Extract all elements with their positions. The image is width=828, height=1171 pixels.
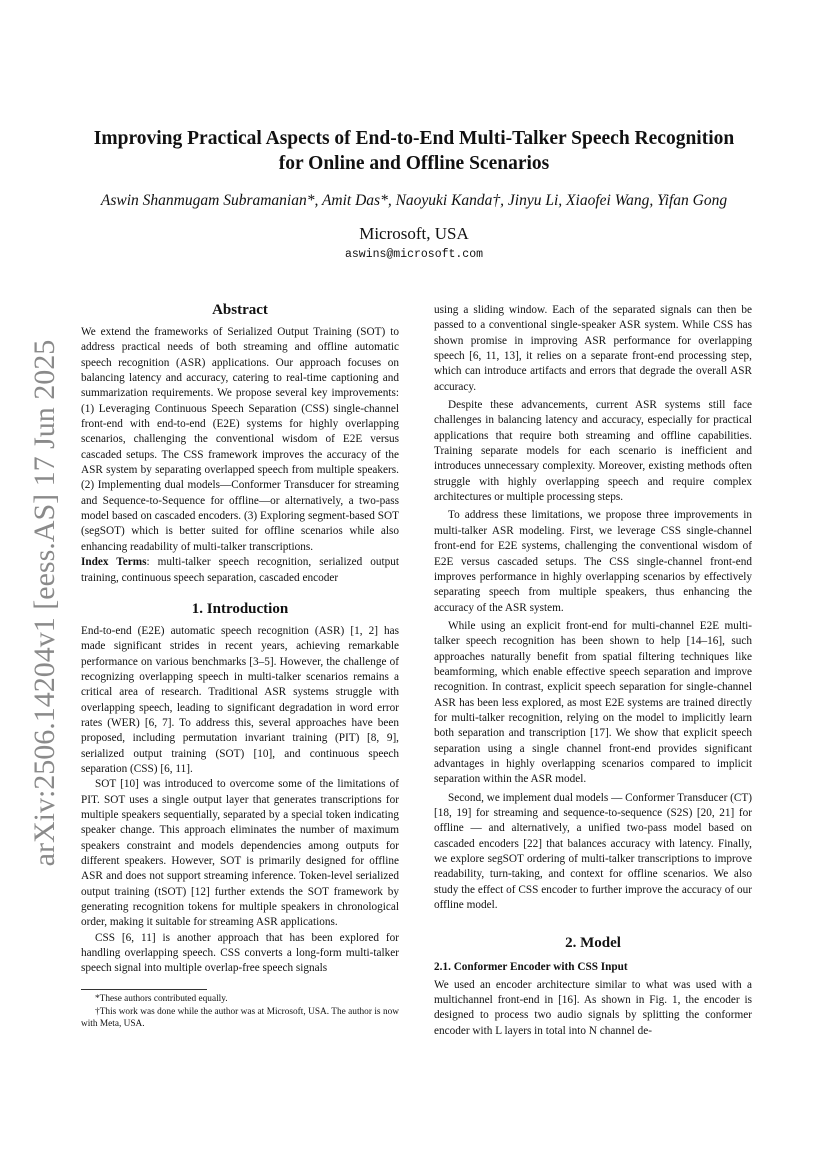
paper-title-line-2: for Online and Offline Scenarios <box>278 153 550 174</box>
footnote-2: †This work was done while the author was at Microsoft, USA. The author is now with Meta, USA. <box>81 1006 399 1030</box>
right-paragraph-1: using a sliding window. Each of the separated signals can then be passed to a conventional single-speaker ASR system. While CSS has shown promise in improving ASR performance for overlapping speech [6, 11, 13], it relies on a separate front-end processing step, which can introduce artifacts and errors that degrade the overall ASR accuracy. <box>434 304 752 393</box>
intro-paragraph-2: SOT [10] was introduced to overcome some of the limitations of PIT. SOT uses a single output layer that generates transcriptions for multiple speakers sequentially, separated by a special token indicating speaker change. This approach eliminates the number of maximum speakers constraint and models dependencies among outputs for different speakers. However, SOT is primarily designed for offline ASR and does not support streaming inference. Token-level serialized output training (tSOT) [12] further extends the SOT framework by generating recognition tokens for multiple speakers in chronological order, making it suitable for streaming ASR applications. <box>81 778 399 929</box>
right-paragraph-3: To address these limitations, we propose three improvements in multi-talker ASR modeling. First, we leverage CSS single-channel front-end for E2E systems, challenging the conventional wisdom of E2E versus cascaded setups. The CSS single-channel front-end improves performance in highly overlapping scenarios by effectively separating speech from multiple speakers, thus enhancing the accuracy of the ASR system. <box>434 509 752 614</box>
model-paragraph: We used an encoder architecture similar to what was used with a multichannel front-end in [16]. As shown in Fig. 1, the encoder is designed to process two audio signals by splitting the conformer encoder with L layers in total into N channel de- <box>434 978 752 1037</box>
affiliation: Microsoft, USA <box>359 224 469 243</box>
arxiv-identifier-stamp <box>22 333 68 873</box>
index-terms-label: Index Terms <box>81 556 147 569</box>
index-terms <box>81 555 399 586</box>
right-paragraph-5: Second, we implement dual models — Conformer Transducer (CT) [18, 19] for streaming and sequence-to-sequence (S2S) [20, 21] for offline — and alternatively, a unified two-pass model based on cascaded encoders [22] that balances accuracy with latency. Finally, we explore segSOT ordering of multi-talker transcriptions to improve readability, turn-taking, and context for offline scenarios. We also study the effect of CSS encoder to further improve the accuracy of our offline model. <box>434 791 753 912</box>
intro-paragraph-1: End-to-end (E2E) automatic speech recognition (ASR) [1, 2] has made significant strides in recent years, achieving remarkable performance on various benchmarks [3–5]. However, the challenge of recognizing overlapping speech in multi-talker scenarios remains a critical area of research. Traditional ASR systems struggle with overlapping speech, leading to significant degradation in word error rates (WER) [6, 7]. To address this, several approaches have been proposed, including permutation invariant training (PIT) [8, 9], serialized output training (SOT) [10], and continuous speech separation (CSS) [6, 11]. <box>81 624 399 775</box>
arxiv-identifier-text: arXiv:2506.14204v1 [eess.AS] 17 Jun 2025 <box>28 339 61 867</box>
introduction-heading: 1. Introduction <box>191 600 289 617</box>
subsection-heading: 2.1. Conformer Encoder with CSS Input <box>434 961 628 974</box>
author-email: aswins@microsoft.com <box>344 248 484 261</box>
footnote-1: *These authors contributed equally. <box>95 994 228 1004</box>
paper-title <box>60 126 768 176</box>
author-list: Aswin Shanmugam Subramanian*, Amit Das*, Naoyuki Kanda†, Jinyu Li, Xiaofei Wang, Yifan Gong <box>100 192 728 209</box>
abstract-text: We extend the frameworks of Serialized Output Training (SOT) to address practical needs of both streaming and offline automatic speech recognition (ASR) applications. Our approach focuses on balancing latency and accuracy, catering to real-time captioning and summarization requirements. We propose several key improvements: (1) Leveraging Continuous Speech Separation (CSS) single-channel front-end with end-to-end (E2E) systems for highly overlapping scenarios, challenging the conventional wisdom of E2E versus cascaded setups. The CSS framework improves the accuracy of the ASR system by separating overlapped speech from multiple speakers. (2) Implementing dual models—Conformer Transducer for streaming and Sequence-to-Sequence for offline—or alternatively, a two-pass model based on cascaded encoders. (3) Exploring segment-based SOT (segSOT) which is better suited for offline scenarios while also enhancing readability of multi-talker transcriptions. <box>81 326 399 553</box>
right-paragraph-4: While using an explicit front-end for multi-channel E2E multi-talker speech recognition has been shown to help [14–16], such approaches naturally benefit from spatial filtering techniques like beamforming, which enable effective speech separation and improve recognition. In contrast, explicit speech separation for single-channel ASR has been less explored, as most E2E systems are trained directly for multi-talker recognition, relying on the model to implicitly learn both separation and transcription [17]. We show that explicit speech separation using a single channel front-end provides significant advantages in highly overlapping scenarios compared to implicit separation within the ASR model. <box>434 619 752 786</box>
intro-paragraph-3: CSS [6, 11] is another approach that has been explored for handling overlapping speech. CSS converts a long-form multi-talker speech signal into multiple overlap-free speech signals <box>81 931 399 975</box>
index-terms-text: : multi-talker speech recognition, serialized output training, continuous speech separation, cascaded encoder <box>81 556 400 584</box>
footnotes <box>81 993 399 1031</box>
abstract-heading: Abstract <box>212 302 268 318</box>
right-column <box>434 303 752 1039</box>
right-paragraph-2: Despite these advancements, current ASR systems still face challenges in balancing latency and accuracy, especially for practical applications that require both streaming and offline capabilities. Training separate models for each scenario is inefficient and introduces unnecessary complexity. Moreover, existing methods often struggle with highly overlapping speech and require complex architectures or multiple processing steps. <box>434 399 752 504</box>
model-heading: 2. Model <box>565 935 621 952</box>
footnote-divider <box>81 989 207 990</box>
paper-title-line-1: Improving Practical Aspects of End-to-End Multi-Talker Speech Recognition <box>93 128 735 149</box>
left-column <box>81 300 399 977</box>
